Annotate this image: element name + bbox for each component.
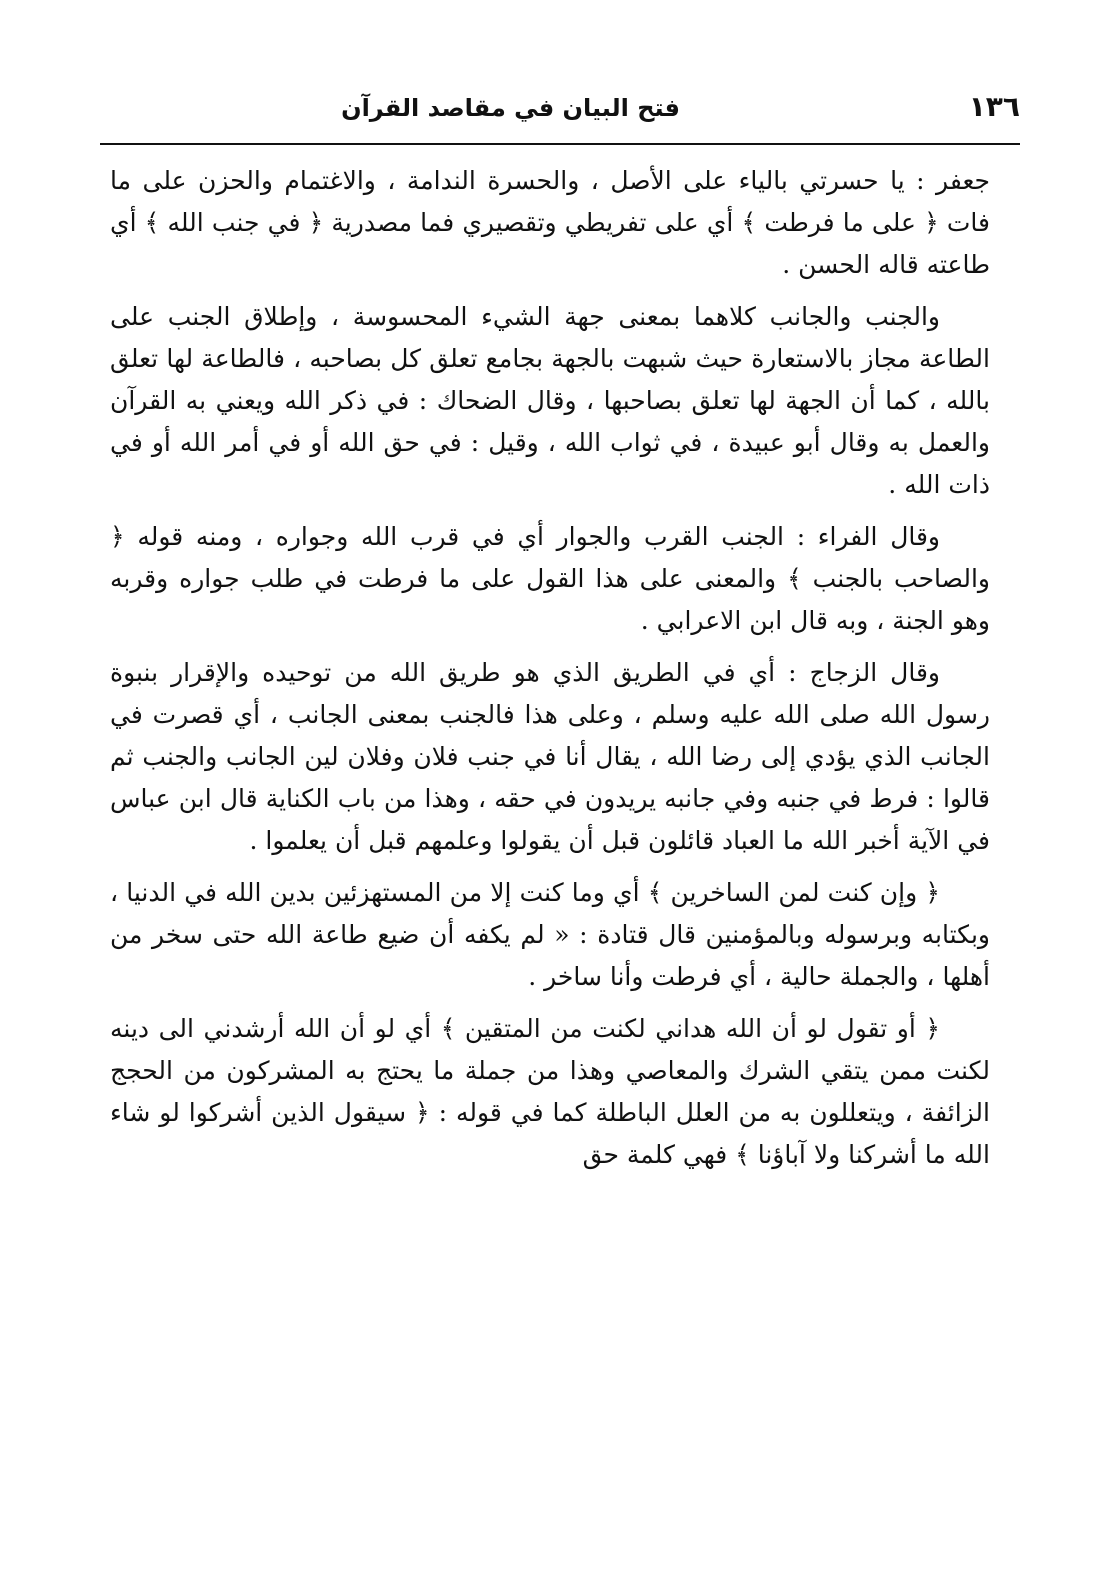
paragraph: وقال الزجاج : أي في الطريق الذي هو طريق الله من توحيده والإقرار بنبوة رسول الله صلى الله عليه وسلم ، وعلى هذا فالجنب بمعنى الجانب ، أي قصرت في الجانب الذي يؤدي إلى رضا الله ، يقال أنا في جنب فلان وفلان لين الجانب والجنب ثم قالوا : فرط في جنبه وفي جانبه يريدون في حقه ، وهذا من باب الكناية قال ابن عباس في الآية أخبر الله ما العباد قائلون قبل أن يقولوا وعلمهم قبل أن يعلموا . xyxy=(110,658,990,855)
paragraph: والجنب والجانب كلاهما بمعنى جهة الشيء المحسوسة ، وإطلاق الجنب على الطاعة مجاز بالاستعارة حيث شبهت بالجهة بجامع تعلق كل بصاحبه ، فالطاعة لها تعلق بالله ، كما أن الجهة لها تعلق بصاحبها ، وقال الضحاك : في ذكر الله ويعني به القرآن والعمل به وقال أبو عبيدة ، في ثواب الله ، وقيل : في حق الله أو في أمر الله أو في ذات الله . xyxy=(110,302,990,499)
header-divider xyxy=(100,143,1020,145)
paragraph: وقال الفراء : الجنب القرب والجوار أي في قرب الله وجواره ، ومنه قوله ﴿ والصاحب بالجنب ﴾ والمعنى على هذا القول على ما فرطت في طلب جواره وقربه وهو الجنة ، وبه قال ابن الاعرابي . xyxy=(110,522,990,635)
running-title: فتح البيان في مقاصد القرآن xyxy=(341,94,680,122)
paragraph: ﴿ وإن كنت لمن الساخرين ﴾ أي وما كنت إلا من المستهزئين بدين الله في الدنيا ، وبكتابه وبرسوله وبالمؤمنين قال قتادة : « لم يكفه أن ضيع طاعة الله حتى سخر من أهلها ، والجملة حالية ، أي فرطت وأنا ساخر . xyxy=(110,878,990,991)
paragraph: ﴿ أو تقول لو أن الله هداني لكنت من المتقين ﴾ أي لو أن الله أرشدني الى دينه لكنت ممن يتقي الشرك والمعاصي وهذا من جملة ما يحتج به المشركون من الحجج الزائفة ، ويتعللون به من العلل الباطلة كما في قوله : ﴿ سيقول الذين أشركوا لو شاء الله ما أشركنا ولا آباؤنا ﴾ فهي كلمة حق xyxy=(110,1014,990,1169)
paragraph: جعفر : يا حسرتي بالياء على الأصل ، والحسرة الندامة ، والاغتمام والحزن على ما فات ﴿ على ما فرطت ﴾ أي على تفريطي وتقصيري فما مصدرية ﴿ في جنب الله ﴾ أي طاعته قاله الحسن . xyxy=(110,166,990,279)
body-text xyxy=(110,160,990,1186)
page-header xyxy=(100,88,1020,138)
page-number: ١٣٦ xyxy=(968,90,1020,123)
